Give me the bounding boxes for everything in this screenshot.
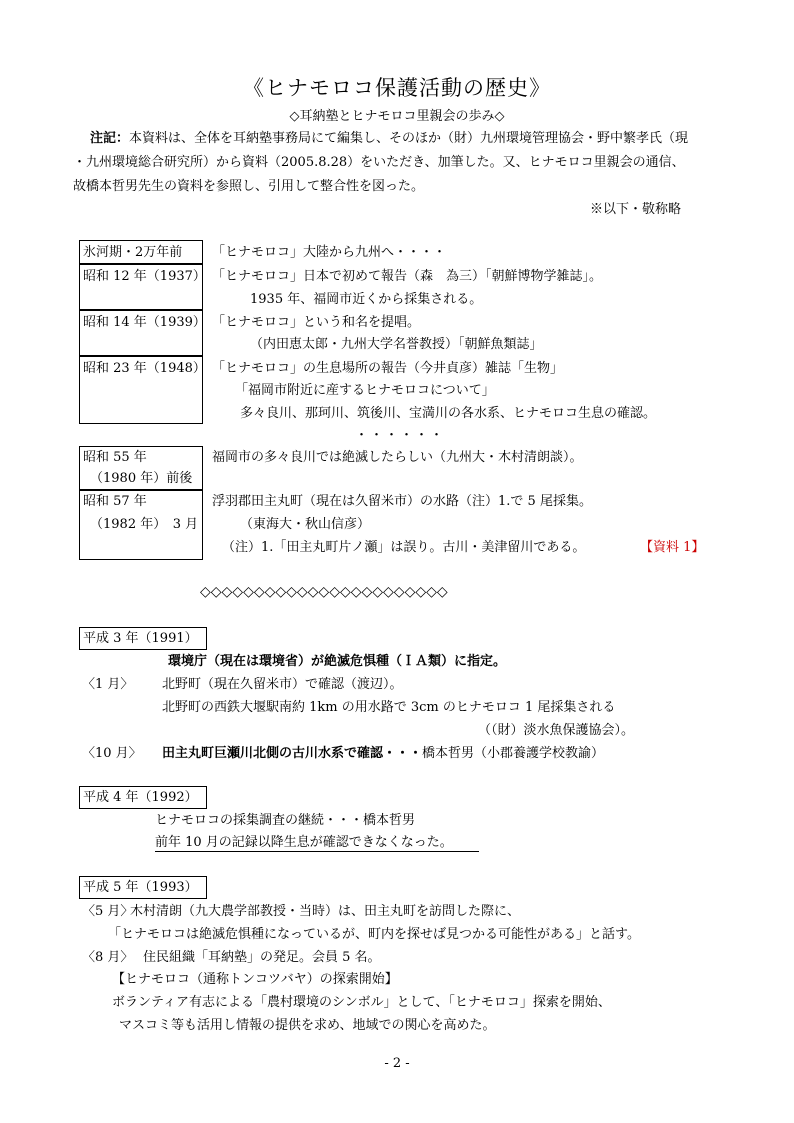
event-text: マスコミ等も活用し情報の提供を求め、地域での関心を高めた。: [119, 1018, 496, 1033]
event-text: 北野町の西鉄大堰駅南約 1km の用水路で 3cm のヒナモロコ 1 尾採集される: [162, 700, 616, 715]
year-label: 平成 5 年（1993）: [83, 880, 198, 895]
page-number: - 2 -: [384, 1056, 410, 1071]
year-label: 平成 4 年（1992）: [83, 790, 198, 805]
era-label: 昭和 23 年（1948）: [83, 361, 206, 376]
event-text: （内田恵太郎・九州大学名誉教授）「朝鮮魚類誌」: [250, 337, 543, 352]
event-text: ボランティア有志による「農村環境のシンボル」として、「ヒナモロコ」探索を開始、: [112, 995, 611, 1010]
event-text: 「ヒナモロコ」の生息場所の報告（今井貞彦）雑誌「生物」: [212, 361, 564, 376]
event-text: （（財）淡水魚保護協会）。: [478, 723, 635, 738]
underline-rule: [155, 851, 479, 852]
month-marker: 〈5 月〉: [82, 904, 134, 919]
event-text: 1935 年、福岡市近くから採集される。: [250, 292, 483, 307]
event-text-bold: 田主丸町巨瀬川北側の古川水系で確認・・・: [162, 746, 423, 761]
event-text: 北野町（現在久留米市）で確認（渡辺）。: [162, 677, 403, 692]
month-marker: 〈10 月〉: [82, 746, 142, 761]
event-text: ヒナモロコの採集調査の継続・・・橋本哲男: [155, 813, 416, 828]
event-text: 福岡市の多々良川では絶滅したらしい（九州大・木村清朗談）。: [212, 450, 583, 465]
notes-label: 注記：: [90, 131, 130, 146]
event-text: 多々良川、那珂川、筑後川、宝満川の各水系、ヒナモロコ生息の確認。: [240, 406, 657, 421]
notes-text-1: 本資料は、全体を耳納塾事務局にて編集し、そのほか（財）九州環境管理協会・野中繁孝氏（現: [129, 131, 689, 146]
headline-text: 環境庁（現在は環境省）が絶滅危惧種（ＩＡ類）に指定。: [168, 654, 507, 669]
event-text: 「ヒナモロコ」という和名を提唱。: [212, 315, 421, 330]
event-text: 浮羽郡田主丸町（現在は久留米市）の水路（注）1.で 5 尾採集。: [212, 494, 592, 509]
event-text: （東海大・秋山信彦）: [240, 517, 371, 532]
era-label: （1980 年）前後: [90, 471, 193, 486]
reference-tag: 【資料 1】: [640, 540, 705, 555]
year-label: 平成 3 年（1991）: [83, 631, 198, 646]
month-marker: 〈1 月〉: [82, 677, 134, 692]
event-text: 「ヒナモロコ」日本で初めて報告（森 為三）「朝鮮博物学雑誌」。: [212, 269, 603, 284]
era-label: 昭和 57 年: [83, 494, 147, 509]
event-text-line: [162, 742, 604, 765]
era-label: 昭和 55 年: [83, 450, 147, 465]
honorific-note: ※以下・敬称略: [590, 202, 682, 217]
notes-line-3: 故橋本哲男先生の資料を参照し、引用して整合性を図った。: [73, 179, 425, 194]
page-title: 《ヒナモロコ保護活動の歴史》: [243, 76, 551, 100]
event-text: 【ヒナモロコ（通称トンコツバヤ）の探索開始】: [112, 972, 398, 987]
footnote-text: （注）1.「田主丸町片ノ瀬」は誤り。古川・美津留川である。: [222, 540, 586, 555]
era-label: 氷河期・2万年前: [83, 245, 183, 260]
event-text: 「福岡市附近に産するヒナモロコについて」: [235, 383, 495, 398]
event-text: 木村清朗（九大農学部教授・当時）は、田主丸町を訪問した際に、: [130, 904, 521, 919]
page-subtitle: ◇耳納塾とヒナモロコ里親会の歩み◇: [289, 109, 505, 124]
section-divider: ◇◇◇◇◇◇◇◇◇◇◇◇◇◇◇◇◇◇◇◇◇◇◇: [200, 584, 448, 600]
notes-line-1: [90, 127, 688, 150]
event-text: 前年 10 月の記録以降生息が確認できなくなった。: [155, 835, 453, 850]
event-text: 住民組織「耳納塾」の発足。会員 5 名。: [143, 950, 381, 965]
era-label: 昭和 12 年（1937）: [83, 269, 206, 284]
event-text: 橋本哲男（小郡養護学校教諭）: [422, 746, 605, 761]
month-marker: 〈8 月〉: [82, 950, 134, 965]
era-label: （1982 年） 3 月: [90, 517, 199, 532]
event-text: 「ヒナモロコは絶滅危惧種になっているが、町内を探せば見つかる可能性がある」と話す。: [108, 927, 640, 942]
notes-line-2: ・九州環境総合研究所）から資料（2005.8.28）をいただき、加筆した。又、ヒナモロコ里親会の通信、: [73, 155, 685, 170]
era-label: 昭和 14 年（1939）: [83, 315, 206, 330]
event-text: 「ヒナモロコ」大陸から九州へ・・・・: [212, 245, 447, 260]
ellipsis-dots: ・・・・・・: [355, 428, 446, 443]
